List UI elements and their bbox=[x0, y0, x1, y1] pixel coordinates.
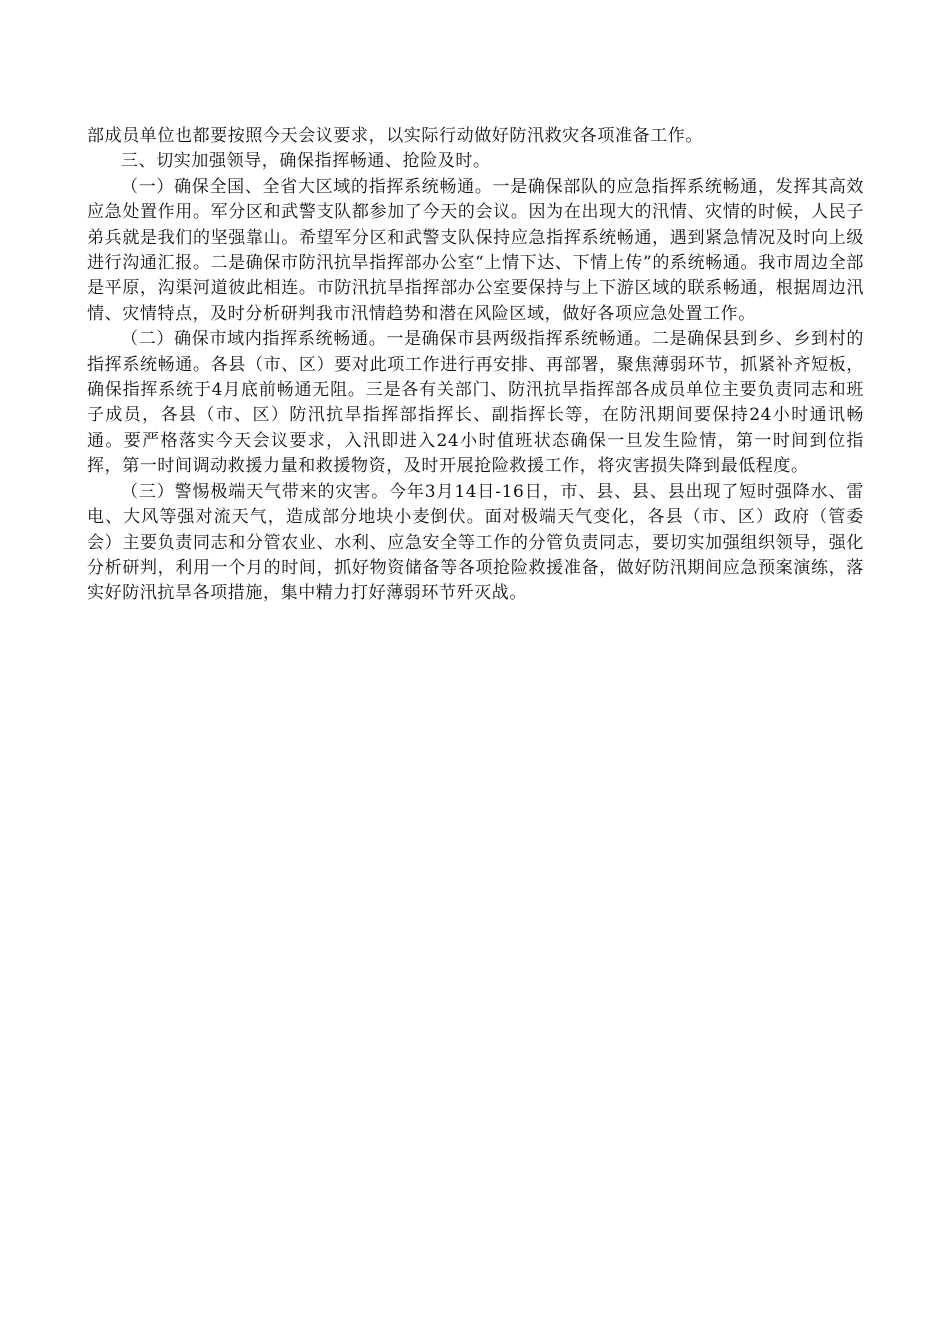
section-heading-three: 三、切实加强领导，确保指挥畅通、抢险及时。 bbox=[121, 151, 491, 172]
paragraph-item-three: （三）警惕极端天气带来的灾害。今年3月14日-16日，市、县、县、县出现了短时强降水、雷电、大风等强对流天气，造成部分地块小麦倒伏。面对极端天气变化，各县（市、区）政府（管委会）主要负责同志和分管农业、水利、应急安全等工作的分管负责同志，要切实加强组织领导，强化分析研判，利用一个月的时间，抓好物资储备等各项抢险救援准备，做好防汛期间应急预案演练，落实好防汛抗旱各项措施，集中精力打好薄弱环节歼灭战。 bbox=[87, 481, 864, 604]
paragraph-item-one: （一）确保全国、全省大区域的指挥系统畅通。一是确保部队的应急指挥系统畅通，发挥其高效应急处置作用。军分区和武警支队都参加了今天的会议。因为在出现大的汛情、灾情的时候，人民子弟兵就是我们的坚强靠山。希望军分区和武警支队保持应急指挥系统畅通，遇到紧急情况及时向上级进行沟通汇报。二是确保市防汛抗旱指挥部办公室“上情下达、下情上传”的系统畅通。我市周边全部是平原，沟渠河道彼此相连。市防汛抗旱指挥部办公室要保持与上下游区域的联系畅通，根据周边汛情、灾情特点，及时分析研判我市汛情趋势和潜在风险区域，做好各项应急处置工作。 bbox=[87, 176, 864, 324]
paragraph-item-two: （二）确保市域内指挥系统畅通。一是确保市县两级指挥系统畅通。二是确保县到乡、乡到村的指挥系统畅通。各县（市、区）要对此项工作进行再安排、再部署，聚焦薄弱环节，抓紧补齐短板，确保指挥系统于4月底前畅通无阻。三是各有关部门、防汛抗旱指挥部各成员单位主要负责同志和班子成员，各县（市、区）防汛抗旱指挥部指挥长、副指挥长等，在防汛期间要保持24小时通讯畅通。要严格落实今天会议要求，入汛即进入24小时值班状态确保一旦发生险情，第一时间到位指挥，第一时间调动救援力量和救援物资，及时开展抢险救援工作，将灾害损失降到最低程度。 bbox=[87, 329, 864, 477]
document-body bbox=[87, 124, 864, 607]
paragraph-continuation: 部成员单位也都要按照今天会议要求，以实际行动做好防汛救灾各项准备工作。 bbox=[87, 126, 703, 146]
